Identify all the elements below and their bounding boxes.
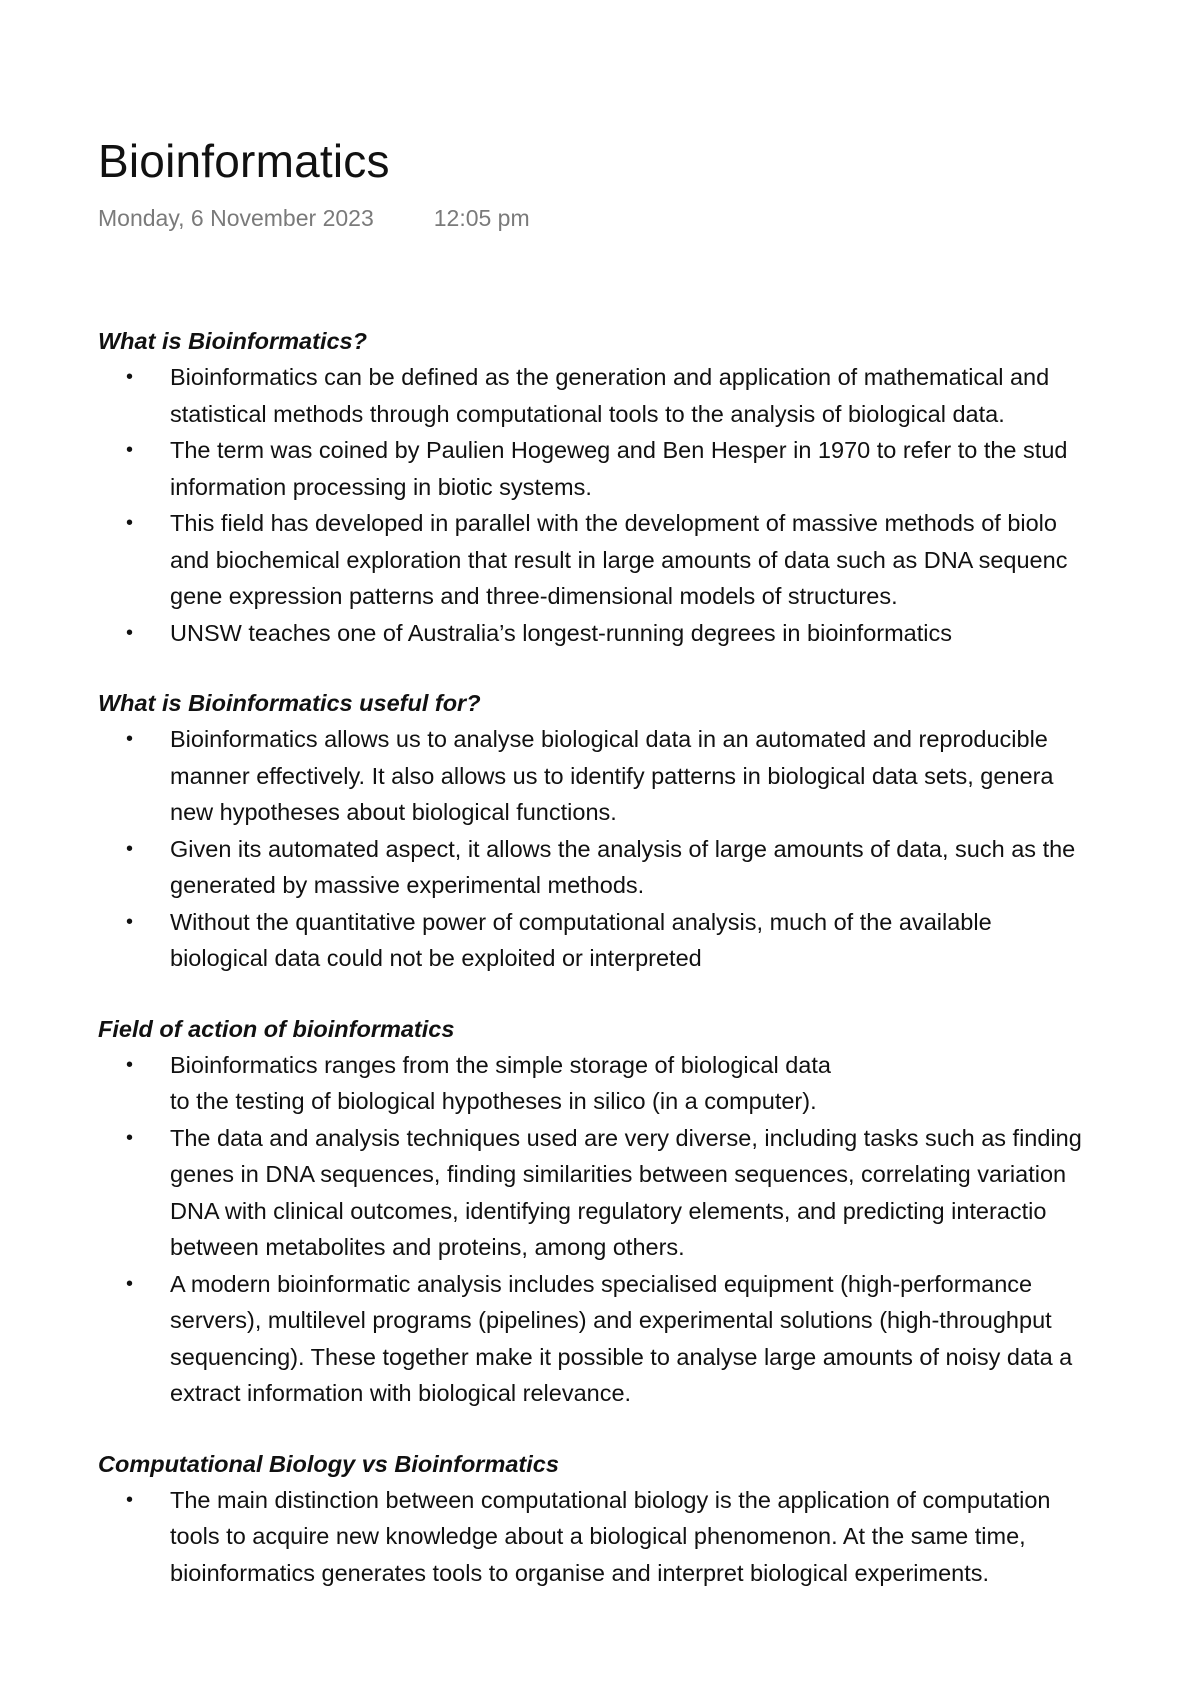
bullet-text-line: and biochemical exploration that result in large amounts of data such as DNA sequenc [170,546,1068,573]
bullet-list [98,1482,1200,1592]
bullet-text-line: genes in DNA sequences, finding similarities between sequences, correlating variation [170,1161,1067,1187]
bullet-item [98,1047,1200,1120]
bullet-item [98,615,1200,652]
bullet-text-line: DNA with clinical outcomes, identifying regulatory elements, and predicting interactio [170,1197,1047,1224]
page-title: Bioinformatics [98,135,390,187]
bullet-dot-icon: • [126,910,134,933]
section-heading: What is Bioinformatics? [98,328,367,354]
bullet-list [98,359,1200,651]
bullet-dot-icon: • [126,1126,134,1149]
bullet-text-line: Given its automated aspect, it allows the analysis of large amounts of data, such as the [170,835,1076,862]
note-section [98,685,1200,977]
bullet-text-line: biological data could not be exploited or interpreted [170,945,702,971]
bullet-text-line: new hypotheses about biological functions. [170,799,617,825]
bullet-item [98,359,1200,432]
bullet-item [98,904,1200,977]
document-content [98,323,1200,1625]
bullet-item [98,505,1200,615]
bullet-text-line: information processing in biotic systems. [170,473,592,500]
section-heading: Computational Biology vs Bioinformatics [98,1450,559,1477]
bullet-text-line: Bioinformatics can be defined as the generation and application of mathematical and [170,364,1050,390]
bullet-item [98,1266,1200,1412]
bullet-item [98,1482,1200,1592]
page-time: 12:05 pm [433,205,530,231]
page-date: Monday, 6 November 2023 [98,205,374,231]
bullet-text-line: A modern bioinformatic analysis includes specialised equipment (high-performance [170,1270,1033,1297]
bullet-item [98,831,1200,904]
bullet-text-line: between metabolites and proteins, among others. [170,1234,685,1260]
section-heading: What is Bioinformatics useful for? [98,690,481,716]
bullet-dot-icon: • [126,1488,134,1511]
bullet-text-line: bioinformatics generates tools to organise and interpret biological experiments. [170,1559,990,1586]
bullet-text-line: statistical methods through computational tools to the analysis of biological data. [170,400,1005,427]
bullet-list [98,1047,1200,1412]
bullet-text-line: extract information with biological relevance. [170,1380,632,1406]
bullet-dot-icon: • [126,621,134,644]
bullet-text-line: Bioinformatics ranges from the simple storage of biological data [170,1051,831,1078]
bullet-text-line: The main distinction between computational biology is the application of computation [170,1486,1051,1513]
bullet-item [98,1120,1200,1266]
bullet-text-line: to the testing of biological hypotheses in silico (in a computer). [170,1088,817,1114]
bullet-text-line: The data and analysis techniques used are very diverse, including tasks such as finding [170,1124,1082,1151]
bullet-text-line: The term was coined by Paulien Hogeweg and Ben Hesper in 1970 to refer to the stud [170,437,1068,463]
page-meta [98,205,530,232]
bullet-dot-icon: • [126,1053,134,1076]
bullet-text-line: gene expression patterns and three-dimensional models of structures. [170,583,898,609]
bullet-text-line: This field has developed in parallel with the development of massive methods of biolo [170,510,1057,536]
bullet-text-line: sequencing). These together make it possible to analyse large amounts of noisy data a [170,1343,1073,1370]
bullet-item [98,432,1200,505]
bullet-text-line: UNSW teaches one of Australia’s longest-running degrees in bioinformatics [170,619,953,646]
bullet-text-line: Without the quantitative power of computational analysis, much of the available [170,908,992,935]
note-section [98,323,1200,651]
bullet-dot-icon: • [126,1272,134,1295]
bullet-dot-icon: • [126,439,134,461]
bullet-dot-icon: • [126,366,134,388]
note-section [98,1446,1200,1592]
bullet-dot-icon: • [126,728,134,750]
section-heading: Field of action of bioinformatics [98,1015,455,1042]
note-section [98,1011,1200,1412]
bullet-text-line: tools to acquire new knowledge about a biological phenomenon. At the same time, [170,1523,1026,1549]
bullet-item [98,721,1200,831]
bullet-text-line: servers), multilevel programs (pipelines) and experimental solutions (high-throughput [170,1307,1052,1333]
bullet-list [98,721,1200,977]
bullet-dot-icon: • [126,512,134,534]
bullet-text-line: Bioinformatics allows us to analyse biological data in an automated and reproducible [170,726,1048,752]
bullet-dot-icon: • [126,837,134,860]
bullet-text-line: manner effectively. It also allows us to identify patterns in biological data sets, genera [170,762,1054,789]
bullet-text-line: generated by massive experimental methods. [170,872,645,898]
